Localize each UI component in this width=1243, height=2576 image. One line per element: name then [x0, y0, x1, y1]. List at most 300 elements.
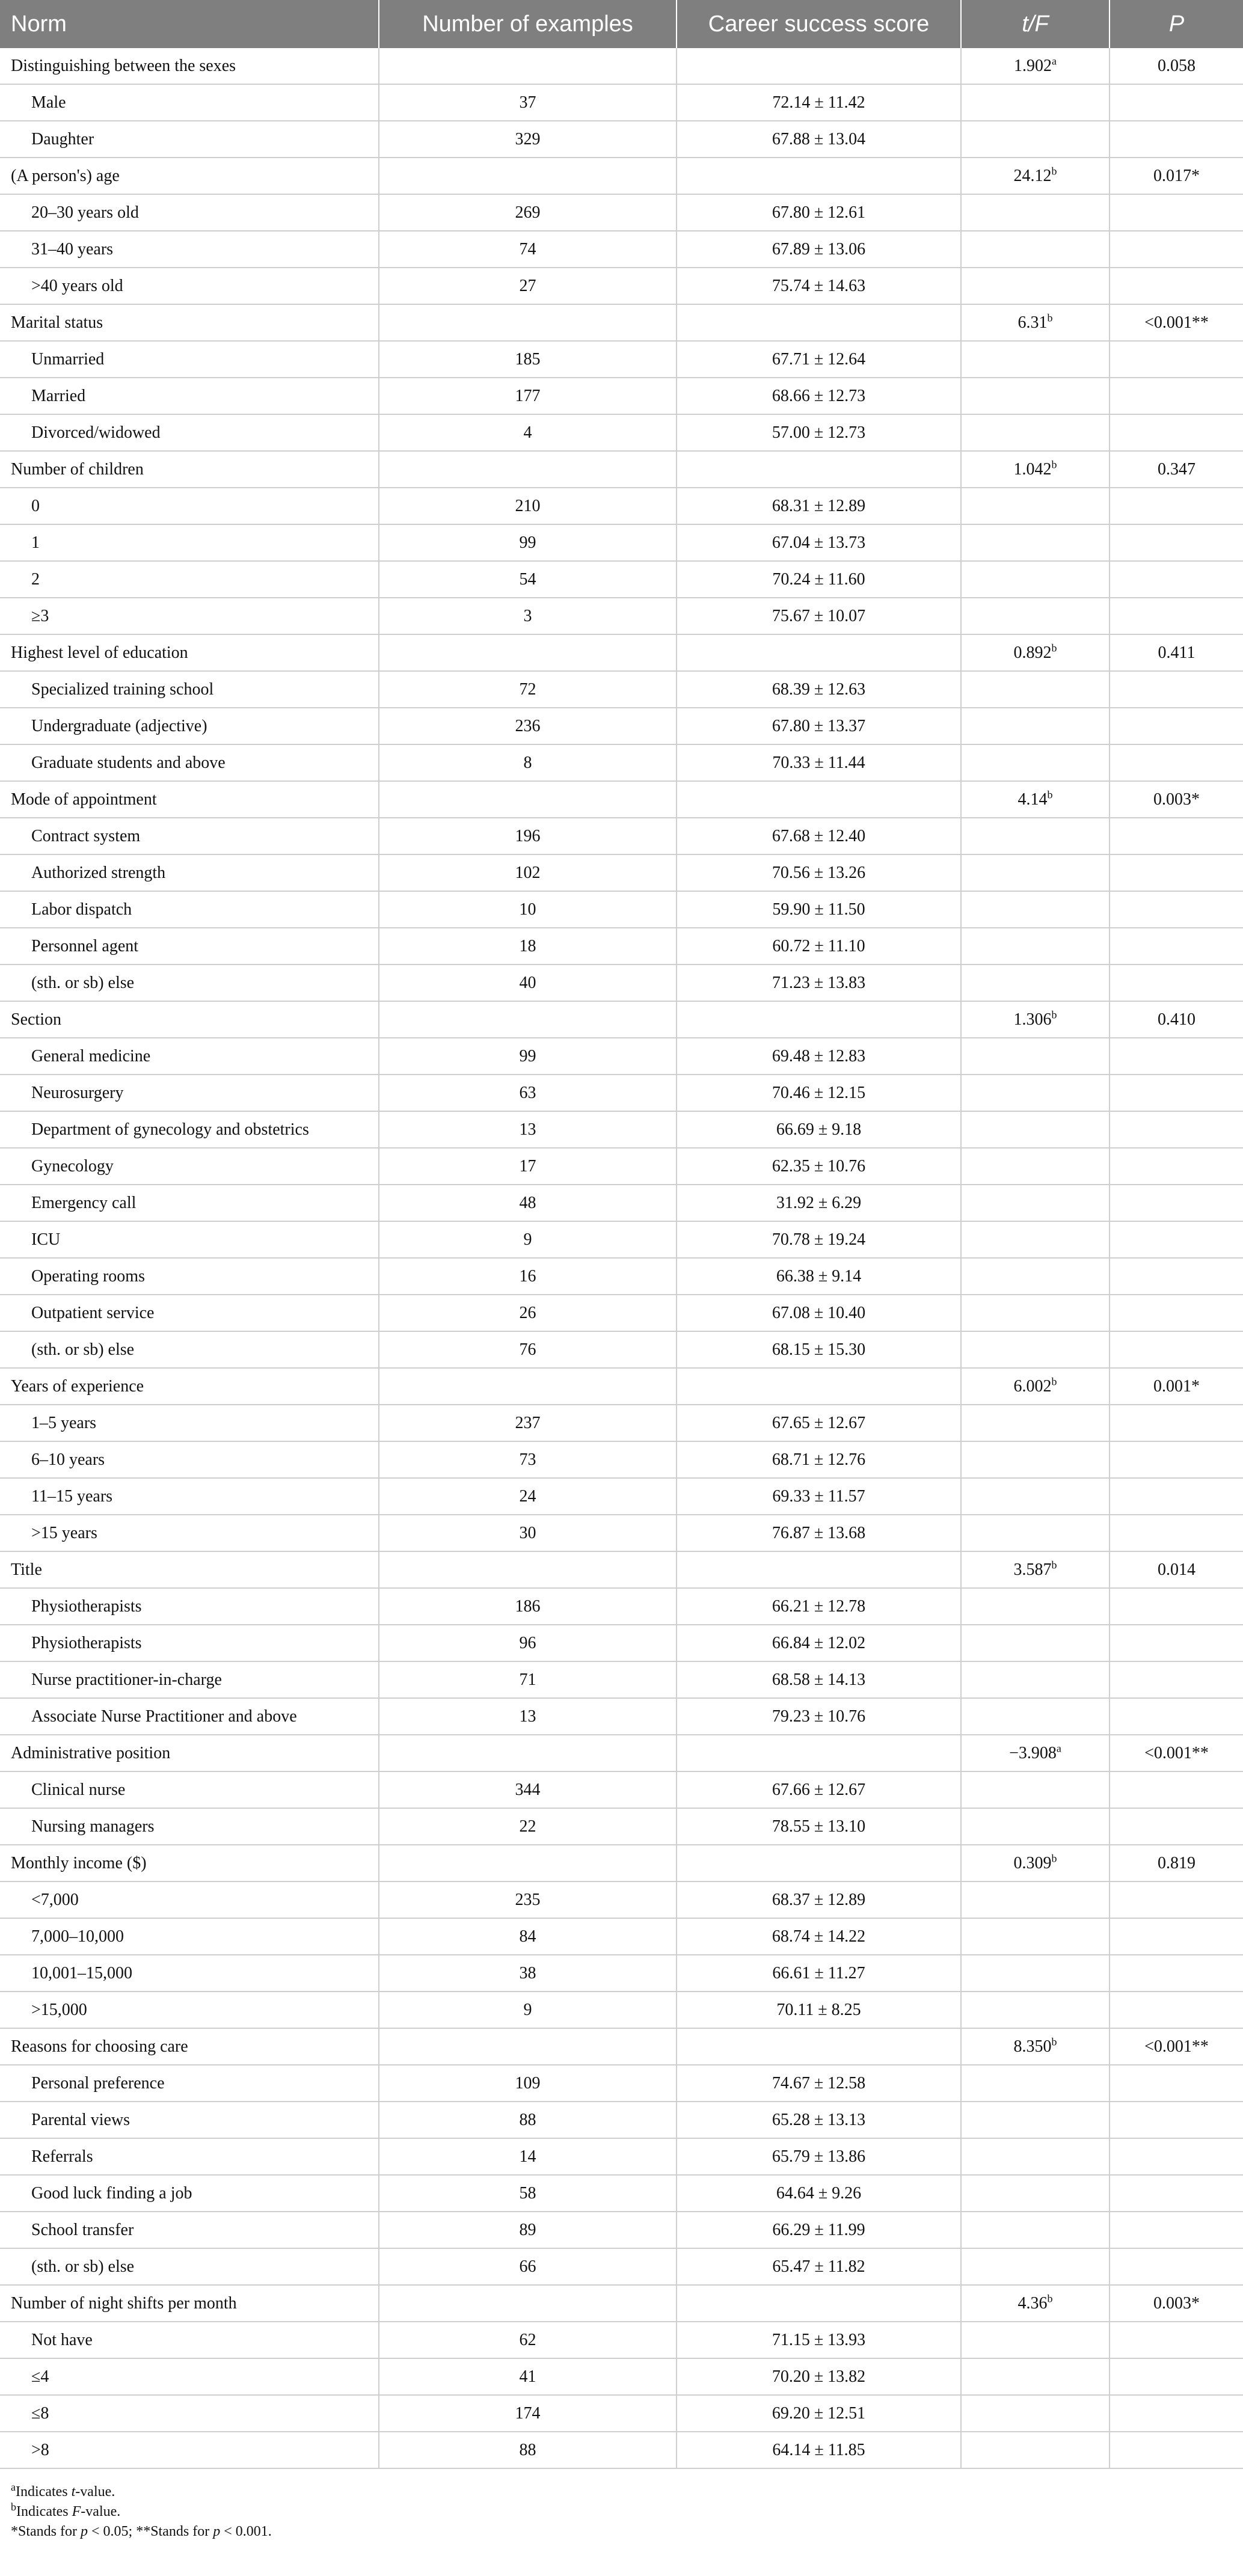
cell-norm: Specialized training school — [0, 671, 379, 708]
table-row-subcategory — [0, 1808, 1243, 1845]
cell-number-of-examples: 48 — [379, 1185, 677, 1221]
cell-career-success-score: 68.31 ± 12.89 — [677, 488, 961, 524]
cell-p-value — [1109, 268, 1243, 304]
cell-career-success-score: 66.69 ± 9.18 — [677, 1111, 961, 1148]
table-row-subcategory — [0, 708, 1243, 744]
cell-p-value — [1109, 744, 1243, 781]
cell-career-success-score: 67.66 ± 12.67 — [677, 1771, 961, 1808]
cell-t-f — [961, 1955, 1109, 1992]
cell-t-f — [961, 744, 1109, 781]
cell-norm: Associate Nurse Practitioner and above — [0, 1698, 379, 1735]
cell-career-success-score: 68.74 ± 14.22 — [677, 1918, 961, 1955]
column-header-t-f: t/F — [961, 0, 1109, 48]
cell-t-f — [961, 928, 1109, 964]
cell-career-success-score — [677, 1735, 961, 1771]
cell-number-of-examples: 344 — [379, 1771, 677, 1808]
cell-p-value: <0.001** — [1109, 2028, 1243, 2065]
cell-t-f — [961, 598, 1109, 634]
cell-number-of-examples: 174 — [379, 2395, 677, 2432]
cell-t-f — [961, 1625, 1109, 1661]
cell-t-f — [961, 48, 1109, 84]
cell-number-of-examples: 99 — [379, 524, 677, 561]
cell-norm: 20–30 years old — [0, 194, 379, 231]
table-row-subcategory — [0, 1075, 1243, 1111]
table-row-subcategory — [0, 2065, 1243, 2102]
cell-t-f — [961, 964, 1109, 1001]
cell-norm: (sth. or sb) else — [0, 964, 379, 1001]
cell-norm: Undergraduate (adjective) — [0, 708, 379, 744]
cell-t-f — [961, 158, 1109, 194]
cell-t-f — [961, 1771, 1109, 1808]
cell-career-success-score: 68.58 ± 14.13 — [677, 1661, 961, 1698]
cell-career-success-score: 60.72 ± 11.10 — [677, 928, 961, 964]
cell-norm: Distinguishing between the sexes — [0, 48, 379, 84]
stat-value: 0.892 — [1013, 643, 1052, 662]
stat-value: 1.042 — [1013, 459, 1052, 479]
stat-value: 4.14 — [1017, 790, 1048, 809]
stat-footnote-mark: b — [1051, 165, 1057, 177]
cell-p-value — [1109, 488, 1243, 524]
cell-t-f — [961, 1551, 1109, 1588]
cell-t-f — [961, 781, 1109, 818]
cell-t-f — [961, 2065, 1109, 2102]
cell-norm: Daughter — [0, 121, 379, 158]
cell-t-f — [961, 1881, 1109, 1918]
cell-t-f — [961, 2395, 1109, 2432]
cell-career-success-score: 70.46 ± 12.15 — [677, 1075, 961, 1111]
cell-t-f — [961, 1588, 1109, 1625]
cell-number-of-examples — [379, 1735, 677, 1771]
table-row-subcategory — [0, 2102, 1243, 2138]
cell-p-value — [1109, 1515, 1243, 1551]
cell-number-of-examples: 37 — [379, 84, 677, 121]
cell-number-of-examples — [379, 1368, 677, 1405]
cell-norm: <7,000 — [0, 1881, 379, 1918]
cell-p-value — [1109, 2065, 1243, 2102]
cell-career-success-score: 69.48 ± 12.83 — [677, 1038, 961, 1075]
table-row-subcategory — [0, 121, 1243, 158]
cell-t-f — [961, 231, 1109, 268]
cell-p-value — [1109, 2175, 1243, 2212]
cell-t-f — [961, 1515, 1109, 1551]
cell-t-f — [961, 378, 1109, 414]
cell-career-success-score — [677, 1368, 961, 1405]
cell-number-of-examples: 10 — [379, 891, 677, 928]
cell-norm: Physiotherapists — [0, 1588, 379, 1625]
cell-career-success-score: 66.84 ± 12.02 — [677, 1625, 961, 1661]
cell-p-value — [1109, 414, 1243, 451]
cell-t-f — [961, 1918, 1109, 1955]
cell-number-of-examples: 99 — [379, 1038, 677, 1075]
footnote-a-post: -value. — [75, 2484, 115, 2500]
cell-norm: >40 years old — [0, 268, 379, 304]
cell-career-success-score: 68.37 ± 12.89 — [677, 1881, 961, 1918]
cell-career-success-score: 67.08 ± 10.40 — [677, 1295, 961, 1331]
cell-t-f — [961, 1735, 1109, 1771]
table-row-category — [0, 158, 1243, 194]
footnote-a-mark: a — [11, 2481, 16, 2493]
table-row-subcategory — [0, 891, 1243, 928]
cell-p-value: 0.017* — [1109, 158, 1243, 194]
cell-number-of-examples: 196 — [379, 818, 677, 854]
cell-number-of-examples: 236 — [379, 708, 677, 744]
cell-norm: Highest level of education — [0, 634, 379, 671]
stat-value: 3.587 — [1013, 1560, 1052, 1579]
cell-career-success-score: 65.79 ± 13.86 — [677, 2138, 961, 2175]
cell-norm: ≥3 — [0, 598, 379, 634]
cell-career-success-score: 78.55 ± 13.10 — [677, 1808, 961, 1845]
cell-norm: Physiotherapists — [0, 1625, 379, 1661]
cell-norm: Divorced/widowed — [0, 414, 379, 451]
cell-t-f — [961, 414, 1109, 451]
cell-norm: Nurse practitioner-in-charge — [0, 1661, 379, 1698]
cell-p-value — [1109, 84, 1243, 121]
table-row-subcategory — [0, 378, 1243, 414]
table-row-subcategory — [0, 1111, 1243, 1148]
cell-p-value — [1109, 964, 1243, 1001]
cell-career-success-score: 75.67 ± 10.07 — [677, 598, 961, 634]
cell-t-f — [961, 1661, 1109, 1698]
cell-norm: Labor dispatch — [0, 891, 379, 928]
table-footnotes — [0, 2482, 1243, 2542]
cell-p-value — [1109, 1441, 1243, 1478]
table-row-subcategory — [0, 1331, 1243, 1368]
stat-footnote-mark: b — [1047, 311, 1053, 324]
table-row-subcategory — [0, 2212, 1243, 2248]
stat-value: 8.350 — [1013, 2037, 1052, 2056]
cell-norm: Personal preference — [0, 2065, 379, 2102]
stat-footnote-mark: b — [1051, 458, 1057, 471]
cell-p-value — [1109, 1955, 1243, 1992]
cell-norm: 2 — [0, 561, 379, 598]
cell-t-f — [961, 1038, 1109, 1075]
stat-value: 0.309 — [1013, 1853, 1052, 1872]
cell-t-f — [961, 818, 1109, 854]
cell-number-of-examples: 26 — [379, 1295, 677, 1331]
cell-number-of-examples: 269 — [379, 194, 677, 231]
cell-norm: 10,001–15,000 — [0, 1955, 379, 1992]
cell-p-value — [1109, 708, 1243, 744]
cell-t-f — [961, 891, 1109, 928]
cell-p-value — [1109, 378, 1243, 414]
cell-p-value — [1109, 121, 1243, 158]
cell-norm: Male — [0, 84, 379, 121]
cell-number-of-examples: 30 — [379, 1515, 677, 1551]
cell-p-value — [1109, 1661, 1243, 1698]
cell-number-of-examples: 237 — [379, 1405, 677, 1441]
table-row-subcategory — [0, 1478, 1243, 1515]
cell-p-value — [1109, 1808, 1243, 1845]
cell-p-value — [1109, 231, 1243, 268]
table-row-subcategory — [0, 2358, 1243, 2395]
cell-number-of-examples: 14 — [379, 2138, 677, 2175]
footnote-sig-text-2: < 0.05; **Stands for — [88, 2524, 213, 2539]
column-header-norm: Norm — [0, 0, 379, 48]
footnote-b-mark: b — [11, 2501, 16, 2513]
stat-value: 6.31 — [1017, 313, 1048, 332]
cell-number-of-examples: 88 — [379, 2432, 677, 2468]
cell-career-success-score: 62.35 ± 10.76 — [677, 1148, 961, 1185]
footnote-sig-p-2: p — [213, 2524, 221, 2539]
cell-norm: Emergency call — [0, 1185, 379, 1221]
cell-norm: Years of experience — [0, 1368, 379, 1405]
cell-norm: 1 — [0, 524, 379, 561]
cell-p-value — [1109, 671, 1243, 708]
table-row-subcategory — [0, 1771, 1243, 1808]
stat-value: 1.902 — [1014, 56, 1052, 75]
column-header-number-of-examples: Number of examples — [379, 0, 677, 48]
cell-number-of-examples: 84 — [379, 1918, 677, 1955]
cell-t-f — [961, 1698, 1109, 1735]
cell-t-f — [961, 488, 1109, 524]
table-row-subcategory — [0, 1405, 1243, 1441]
cell-norm: (sth. or sb) else — [0, 2248, 379, 2285]
stat-footnote-mark: b — [1051, 1852, 1057, 1865]
stat-footnote-mark: b — [1047, 788, 1053, 801]
footnote-a-term: t — [71, 2484, 76, 2500]
cell-number-of-examples: 177 — [379, 378, 677, 414]
cell-t-f — [961, 304, 1109, 341]
cell-t-f — [961, 561, 1109, 598]
cell-career-success-score: 67.88 ± 13.04 — [677, 121, 961, 158]
cell-t-f — [961, 1001, 1109, 1038]
cell-t-f — [961, 1845, 1109, 1881]
cell-number-of-examples: 102 — [379, 854, 677, 891]
cell-number-of-examples: 16 — [379, 1258, 677, 1295]
cell-p-value — [1109, 341, 1243, 378]
cell-career-success-score — [677, 158, 961, 194]
cell-number-of-examples: 8 — [379, 744, 677, 781]
cell-number-of-examples — [379, 2028, 677, 2065]
footnote-sig-text-1: *Stands for — [11, 2524, 81, 2539]
cell-career-success-score: 79.23 ± 10.76 — [677, 1698, 961, 1735]
cell-norm: ≤8 — [0, 2395, 379, 2432]
cell-norm: Married — [0, 378, 379, 414]
cell-norm: Good luck finding a job — [0, 2175, 379, 2212]
cell-career-success-score: 70.20 ± 13.82 — [677, 2358, 961, 2395]
table-row-category — [0, 2028, 1243, 2065]
table-row-category — [0, 48, 1243, 84]
table-row-subcategory — [0, 1038, 1243, 1075]
table-row-subcategory — [0, 1185, 1243, 1221]
cell-t-f — [961, 2358, 1109, 2395]
stat-value: 1.306 — [1013, 1010, 1052, 1029]
cell-norm: 0 — [0, 488, 379, 524]
cell-number-of-examples: 13 — [379, 1698, 677, 1735]
cell-t-f — [961, 451, 1109, 488]
cell-career-success-score: 68.66 ± 12.73 — [677, 378, 961, 414]
cell-p-value — [1109, 1992, 1243, 2028]
cell-t-f — [961, 2212, 1109, 2248]
cell-t-f — [961, 1331, 1109, 1368]
table-row-subcategory — [0, 598, 1243, 634]
cell-norm: Clinical nurse — [0, 1771, 379, 1808]
cell-t-f — [961, 2175, 1109, 2212]
cell-career-success-score: 67.68 ± 12.40 — [677, 818, 961, 854]
cell-t-f — [961, 708, 1109, 744]
table-row-subcategory — [0, 194, 1243, 231]
table-row-subcategory — [0, 341, 1243, 378]
cell-number-of-examples: 40 — [379, 964, 677, 1001]
cell-number-of-examples — [379, 451, 677, 488]
cell-career-success-score: 64.14 ± 11.85 — [677, 2432, 961, 2468]
cell-p-value — [1109, 2358, 1243, 2395]
stat-footnote-mark: b — [1051, 642, 1057, 654]
cell-career-success-score: 70.24 ± 11.60 — [677, 561, 961, 598]
cell-career-success-score — [677, 1845, 961, 1881]
cell-number-of-examples: 9 — [379, 1221, 677, 1258]
table-row-subcategory — [0, 1955, 1243, 1992]
table-row-subcategory — [0, 1992, 1243, 2028]
cell-norm: Number of night shifts per month — [0, 2285, 379, 2322]
cell-career-success-score — [677, 2028, 961, 2065]
stat-value: −3.908 — [1009, 1743, 1057, 1762]
cell-t-f — [961, 854, 1109, 891]
cell-p-value — [1109, 598, 1243, 634]
cell-number-of-examples: 186 — [379, 1588, 677, 1625]
footnote-a-pre: Indicates — [16, 2484, 72, 2500]
stat-footnote-mark: b — [1047, 2292, 1053, 2305]
cell-norm: General medicine — [0, 1038, 379, 1075]
stat-footnote-mark: b — [1051, 1008, 1057, 1021]
cell-p-value — [1109, 2138, 1243, 2175]
footnote-sig-p-1: p — [81, 2524, 88, 2539]
table-row-subcategory — [0, 1515, 1243, 1551]
cell-p-value — [1109, 2102, 1243, 2138]
cell-number-of-examples: 109 — [379, 2065, 677, 2102]
cell-p-value: 0.347 — [1109, 451, 1243, 488]
table-row-subcategory — [0, 1221, 1243, 1258]
cell-number-of-examples: 71 — [379, 1661, 677, 1698]
cell-career-success-score: 65.28 ± 13.13 — [677, 2102, 961, 2138]
cell-career-success-score: 70.33 ± 11.44 — [677, 744, 961, 781]
cell-career-success-score — [677, 304, 961, 341]
cell-norm: Department of gynecology and obstetrics — [0, 1111, 379, 1148]
cell-norm: Authorized strength — [0, 854, 379, 891]
cell-p-value — [1109, 928, 1243, 964]
table-row-subcategory — [0, 1881, 1243, 1918]
table-row-subcategory — [0, 1295, 1243, 1331]
table-row-subcategory — [0, 2175, 1243, 2212]
cell-number-of-examples: 9 — [379, 1992, 677, 2028]
stat-footnote-mark: a — [1052, 55, 1057, 67]
table-row-subcategory — [0, 818, 1243, 854]
cell-number-of-examples — [379, 634, 677, 671]
cell-p-value — [1109, 2395, 1243, 2432]
cell-p-value — [1109, 1221, 1243, 1258]
cell-number-of-examples — [379, 781, 677, 818]
cell-norm: Outpatient service — [0, 1295, 379, 1331]
cell-t-f — [961, 2432, 1109, 2468]
cell-career-success-score: 68.71 ± 12.76 — [677, 1441, 961, 1478]
footnote-a — [11, 2482, 1243, 2502]
cell-number-of-examples: 235 — [379, 1881, 677, 1918]
cell-p-value — [1109, 1625, 1243, 1661]
cell-p-value: 0.410 — [1109, 1001, 1243, 1038]
cell-p-value — [1109, 1588, 1243, 1625]
cell-number-of-examples: 210 — [379, 488, 677, 524]
cell-p-value — [1109, 891, 1243, 928]
cell-career-success-score: 66.38 ± 9.14 — [677, 1258, 961, 1295]
cell-p-value: 0.003* — [1109, 2285, 1243, 2322]
cell-career-success-score: 68.39 ± 12.63 — [677, 671, 961, 708]
cell-p-value: 0.003* — [1109, 781, 1243, 818]
cell-number-of-examples: 24 — [379, 1478, 677, 1515]
table-row-category — [0, 1001, 1243, 1038]
table-row-subcategory — [0, 488, 1243, 524]
cell-number-of-examples: 185 — [379, 341, 677, 378]
cell-p-value — [1109, 1075, 1243, 1111]
column-header-p: P — [1109, 0, 1243, 48]
cell-career-success-score: 31.92 ± 6.29 — [677, 1185, 961, 1221]
table-row-subcategory — [0, 268, 1243, 304]
cell-career-success-score: 67.71 ± 12.64 — [677, 341, 961, 378]
table-body — [0, 48, 1243, 2468]
cell-norm: School transfer — [0, 2212, 379, 2248]
cell-p-value — [1109, 1478, 1243, 1515]
cell-norm: Administrative position — [0, 1735, 379, 1771]
cell-p-value — [1109, 1295, 1243, 1331]
cell-t-f — [961, 1185, 1109, 1221]
cell-t-f — [961, 2248, 1109, 2285]
cell-p-value — [1109, 194, 1243, 231]
cell-p-value — [1109, 1698, 1243, 1735]
table-row-subcategory — [0, 1918, 1243, 1955]
cell-number-of-examples: 89 — [379, 2212, 677, 2248]
cell-career-success-score: 66.61 ± 11.27 — [677, 1955, 961, 1992]
cell-career-success-score: 70.11 ± 8.25 — [677, 1992, 961, 2028]
cell-number-of-examples — [379, 1001, 677, 1038]
cell-norm: Not have — [0, 2322, 379, 2358]
table-row-category — [0, 781, 1243, 818]
cell-career-success-score: 71.15 ± 13.93 — [677, 2322, 961, 2358]
cell-number-of-examples: 88 — [379, 2102, 677, 2138]
stat-value: 6.002 — [1013, 1376, 1052, 1396]
cell-career-success-score: 71.23 ± 13.83 — [677, 964, 961, 1001]
cell-norm: >8 — [0, 2432, 379, 2468]
cell-career-success-score: 67.65 ± 12.67 — [677, 1405, 961, 1441]
cell-norm: >15,000 — [0, 1992, 379, 2028]
cell-t-f — [961, 1405, 1109, 1441]
table-row-category — [0, 304, 1243, 341]
cell-number-of-examples: 62 — [379, 2322, 677, 2358]
cell-career-success-score: 69.20 ± 12.51 — [677, 2395, 961, 2432]
table-row-subcategory — [0, 2322, 1243, 2358]
table-row-subcategory — [0, 524, 1243, 561]
table-row-subcategory — [0, 2248, 1243, 2285]
cell-number-of-examples: 76 — [379, 1331, 677, 1368]
cell-career-success-score: 57.00 ± 12.73 — [677, 414, 961, 451]
cell-t-f — [961, 1111, 1109, 1148]
cell-norm: Section — [0, 1001, 379, 1038]
stat-footnote-mark: a — [1056, 1742, 1061, 1755]
cell-career-success-score: 69.33 ± 11.57 — [677, 1478, 961, 1515]
cell-norm: Monthly income ($) — [0, 1845, 379, 1881]
cell-number-of-examples: 329 — [379, 121, 677, 158]
cell-p-value — [1109, 2248, 1243, 2285]
cell-p-value — [1109, 1148, 1243, 1185]
cell-career-success-score: 67.89 ± 13.06 — [677, 231, 961, 268]
cell-t-f — [961, 634, 1109, 671]
cell-number-of-examples: 96 — [379, 1625, 677, 1661]
cell-t-f — [961, 268, 1109, 304]
cell-career-success-score: 66.21 ± 12.78 — [677, 1588, 961, 1625]
cell-p-value — [1109, 1258, 1243, 1295]
cell-t-f — [961, 524, 1109, 561]
cell-career-success-score — [677, 2285, 961, 2322]
footnote-b — [11, 2502, 1243, 2522]
cell-t-f — [961, 1368, 1109, 1405]
